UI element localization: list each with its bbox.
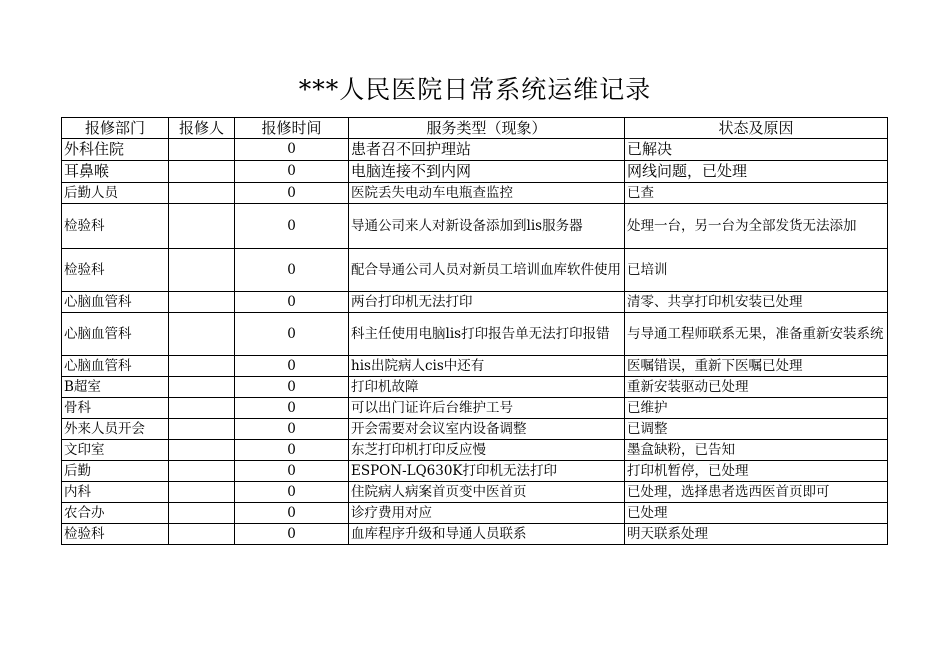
- header-dept: 报修部门: [62, 118, 169, 139]
- time-cell: 0: [235, 419, 349, 440]
- person-cell: [169, 503, 235, 524]
- time-cell: 0: [235, 161, 349, 183]
- service-cell: 医院丢失电动车电瓶查监控: [349, 183, 625, 204]
- person-cell: [169, 204, 235, 249]
- table-row: [62, 503, 888, 524]
- status-cell: 明天联系处理: [625, 524, 888, 545]
- person-cell: [169, 377, 235, 398]
- table-row: [62, 482, 888, 503]
- dept-cell: 检验科: [62, 249, 169, 292]
- dept-cell: 后勤人员: [62, 183, 169, 204]
- dept-cell: 内科: [62, 482, 169, 503]
- person-cell: [169, 313, 235, 356]
- status-cell: 已调整: [625, 419, 888, 440]
- dept-cell: B超室: [62, 377, 169, 398]
- status-cell: 重新安装驱动已处理: [625, 377, 888, 398]
- status-cell: 医嘱错误，重新下医嘱已处理: [625, 356, 888, 377]
- person-cell: [169, 461, 235, 482]
- maintenance-log-table: [61, 117, 888, 545]
- table-row: [62, 204, 888, 249]
- status-cell: 清零、共享打印机安装已处理: [625, 292, 888, 313]
- header-row: [62, 118, 888, 139]
- table-row: [62, 161, 888, 183]
- header-status: 状态及原因: [625, 118, 888, 139]
- service-cell: 导通公司来人对新设备添加到lis服务器: [349, 204, 625, 249]
- status-cell: 已培训: [625, 249, 888, 292]
- time-cell: 0: [235, 183, 349, 204]
- person-cell: [169, 183, 235, 204]
- table-row: [62, 292, 888, 313]
- status-cell: 已查: [625, 183, 888, 204]
- dept-cell: 骨科: [62, 398, 169, 419]
- time-cell: 0: [235, 524, 349, 545]
- service-cell: 患者召不回护理站: [349, 139, 625, 161]
- person-cell: [169, 524, 235, 545]
- service-cell: 两台打印机无法打印: [349, 292, 625, 313]
- service-cell: 血库程序升级和导通人员联系: [349, 524, 625, 545]
- dept-cell: 心脑血管科: [62, 313, 169, 356]
- dept-cell: 检验科: [62, 204, 169, 249]
- person-cell: [169, 356, 235, 377]
- status-cell: 打印机暂停，已处理: [625, 461, 888, 482]
- dept-cell: 农合办: [62, 503, 169, 524]
- table-row: [62, 313, 888, 356]
- status-cell: 处理一台，另一台为全部发货无法添加: [625, 204, 888, 249]
- service-cell: 东芝打印机打印反应慢: [349, 440, 625, 461]
- time-cell: 0: [235, 313, 349, 356]
- dept-cell: 后勤: [62, 461, 169, 482]
- status-cell: 已维护: [625, 398, 888, 419]
- person-cell: [169, 161, 235, 183]
- table-row: [62, 356, 888, 377]
- person-cell: [169, 292, 235, 313]
- page-title: ***人民医院日常系统运维记录: [298, 75, 652, 104]
- header-time: 报修时间: [235, 118, 349, 139]
- person-cell: [169, 419, 235, 440]
- time-cell: 0: [235, 204, 349, 249]
- header-service: 服务类型（现象）: [349, 118, 625, 139]
- service-cell: his出院病人cis中还有: [349, 356, 625, 377]
- service-cell: 电脑连接不到内网: [349, 161, 625, 183]
- person-cell: [169, 139, 235, 161]
- service-cell: 住院病人病案首页变中医首页: [349, 482, 625, 503]
- dept-cell: 检验科: [62, 524, 169, 545]
- time-cell: 0: [235, 356, 349, 377]
- dept-cell: 外来人员开会: [62, 419, 169, 440]
- time-cell: 0: [235, 503, 349, 524]
- dept-cell: 心脑血管科: [62, 356, 169, 377]
- status-cell: 墨盒缺粉，已告知: [625, 440, 888, 461]
- dept-cell: 外科住院: [62, 139, 169, 161]
- status-cell: 已处理: [625, 503, 888, 524]
- time-cell: 0: [235, 249, 349, 292]
- person-cell: [169, 440, 235, 461]
- header-person: 报修人: [169, 118, 235, 139]
- person-cell: [169, 398, 235, 419]
- table-row: [62, 524, 888, 545]
- time-cell: 0: [235, 139, 349, 161]
- table-row: [62, 377, 888, 398]
- time-cell: 0: [235, 440, 349, 461]
- person-cell: [169, 249, 235, 292]
- table-row: [62, 440, 888, 461]
- status-cell: 与导通工程师联系无果，准备重新安装系统: [625, 313, 888, 356]
- status-cell: 已处理，选择患者选西医首页即可: [625, 482, 888, 503]
- service-cell: 诊疗费用对应: [349, 503, 625, 524]
- person-cell: [169, 482, 235, 503]
- time-cell: 0: [235, 461, 349, 482]
- time-cell: 0: [235, 377, 349, 398]
- service-cell: 可以出门证许后台维护工号: [349, 398, 625, 419]
- dept-cell: 文印室: [62, 440, 169, 461]
- table-row: [62, 249, 888, 292]
- table-row: [62, 183, 888, 204]
- service-cell: 打印机故障: [349, 377, 625, 398]
- status-cell: 网线问题，已处理: [625, 161, 888, 183]
- table-row: [62, 398, 888, 419]
- service-cell: 科主任使用电脑lis打印报告单无法打印报错: [349, 313, 625, 356]
- table-row: [62, 461, 888, 482]
- time-cell: 0: [235, 292, 349, 313]
- service-cell: ESPON-LQ630K打印机无法打印: [349, 461, 625, 482]
- table-row: [62, 139, 888, 161]
- service-cell: 配合导通公司人员对新员工培训血库软件使用: [349, 249, 625, 292]
- time-cell: 0: [235, 482, 349, 503]
- service-cell: 开会需要对会议室内设备调整: [349, 419, 625, 440]
- table-row: [62, 419, 888, 440]
- status-cell: 已解决: [625, 139, 888, 161]
- time-cell: 0: [235, 398, 349, 419]
- dept-cell: 心脑血管科: [62, 292, 169, 313]
- dept-cell: 耳鼻喉: [62, 161, 169, 183]
